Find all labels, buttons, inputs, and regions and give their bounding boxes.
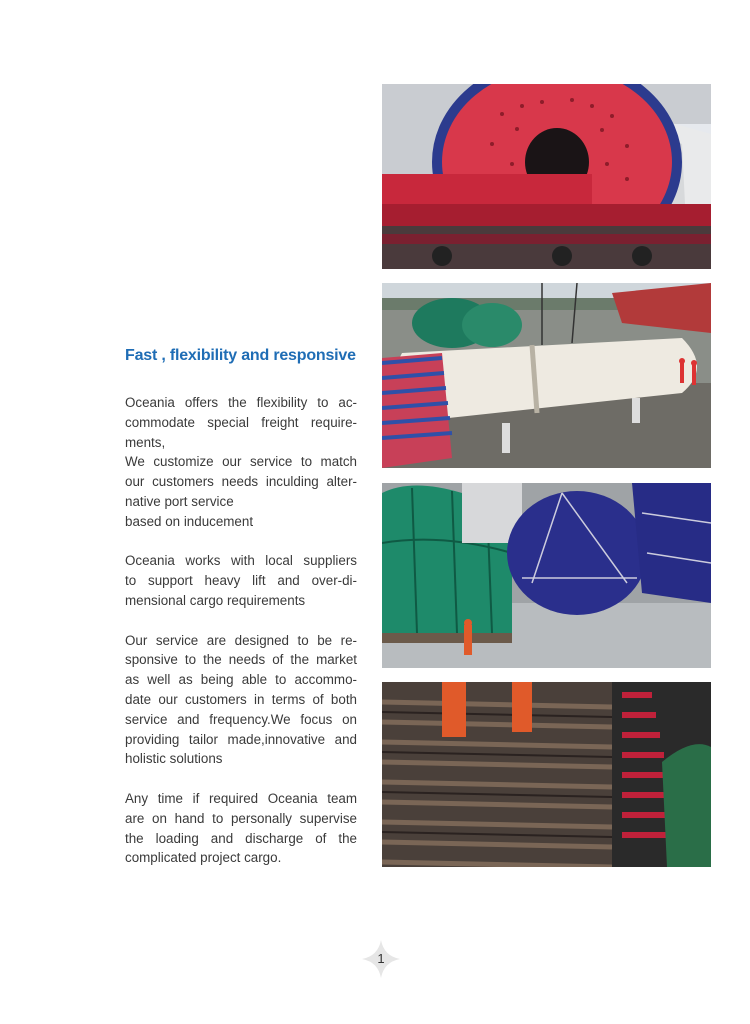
text-line: mensional cargo requirements — [125, 592, 306, 608]
photo-ball-mill-on-trailer — [382, 84, 711, 269]
page-number-badge — [360, 938, 402, 980]
text-line: Oceania works with local suppliers — [125, 553, 357, 569]
text-line: the loading and discharge of the — [125, 830, 357, 846]
text-line: holistic solutions — [125, 751, 223, 767]
text-line: We customize our service to match — [125, 454, 357, 470]
text-line: ments, — [125, 434, 166, 450]
text-line: commodate special freight require- — [125, 414, 357, 430]
text-line: service and frequency.We focus on — [125, 711, 357, 727]
text-line: based on inducement — [125, 513, 254, 529]
text-line: native port service — [125, 493, 234, 509]
photo-pressure-vessel-on-deck — [382, 283, 711, 468]
text-line: as well as being able to accommo- — [125, 672, 357, 688]
text-line: Any time if required Oceania team — [125, 790, 357, 806]
text-line: date our customers in terms of both — [125, 691, 357, 707]
page-heading: Fast , flexibility and responsive — [125, 347, 356, 364]
body-text — [125, 393, 357, 868]
text-line: to support heavy lift and over-di- — [125, 573, 357, 589]
text-line: Oceania offers the flexibility to ac- — [125, 395, 357, 410]
photo-steel-beams-and-pipes — [382, 682, 711, 867]
photo-tarped-cargo — [382, 483, 711, 668]
text-line: are on hand to personally supervise — [125, 810, 357, 826]
text-line: our customers needs inculding alter- — [125, 474, 357, 490]
text-line: sponsive to the needs of the market — [125, 652, 357, 668]
text-line: providing tailor made,innovative and — [125, 731, 357, 747]
text-line: Our service are designed to be re- — [125, 632, 357, 648]
text-line: complicated project cargo. — [125, 850, 282, 866]
page-number: 1 — [377, 951, 385, 966]
